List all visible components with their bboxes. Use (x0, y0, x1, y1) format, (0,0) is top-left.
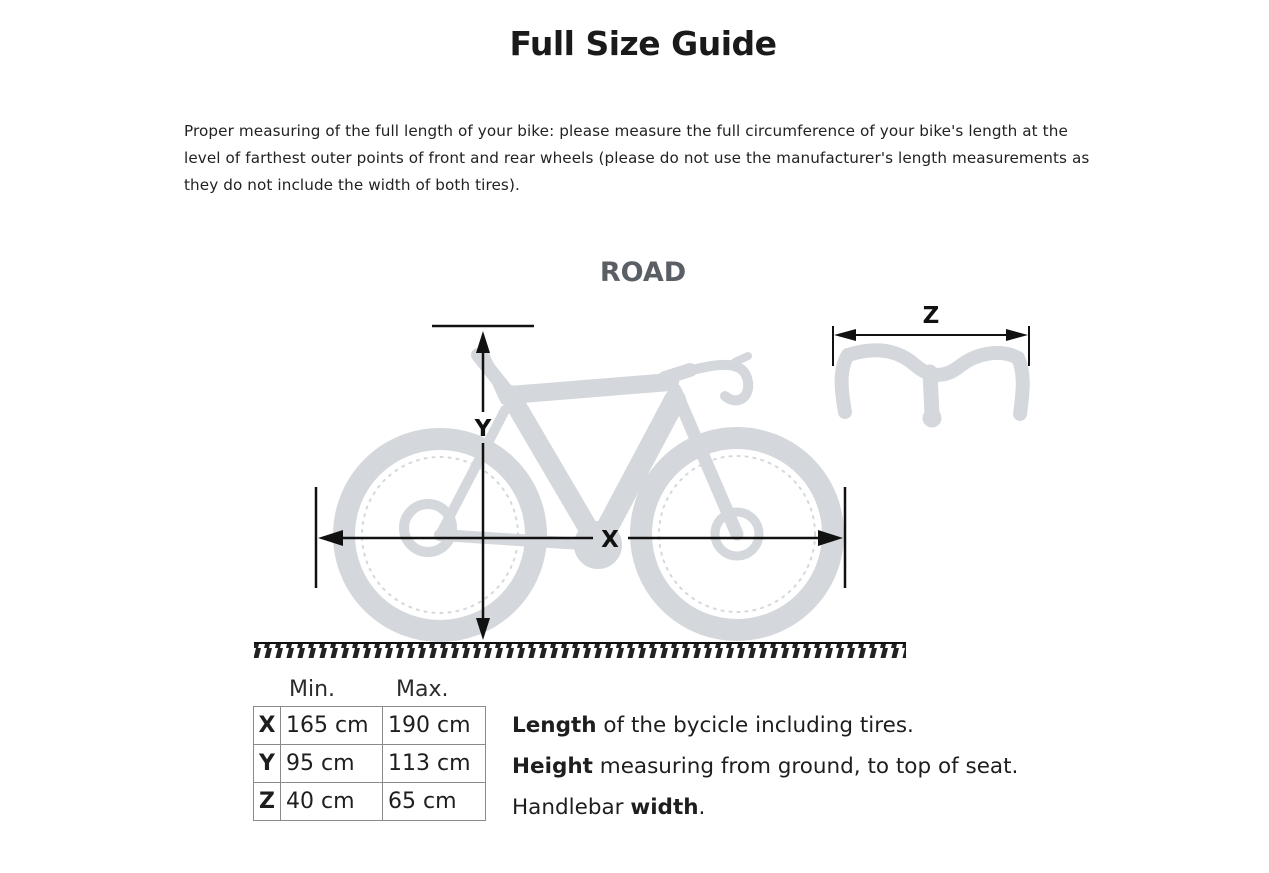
ground-hatch (254, 643, 906, 658)
diagram-heading: ROAD (599, 257, 687, 288)
row-min: 40 cm (281, 783, 383, 821)
label-x: X (601, 527, 619, 553)
description-text: of the bycicle including tires. (596, 713, 914, 738)
description-length (512, 713, 914, 738)
description-bold: width (630, 795, 699, 820)
label-z: Z (922, 303, 940, 329)
table-row (254, 707, 486, 745)
row-axis: Y (254, 745, 281, 783)
table-header-max: Max. (396, 677, 449, 702)
intro-paragraph: Proper measuring of the full length of your bike: please measure the full circumference of your bike's length at the level of farthest outer points of front and rear wheels (please do not use the manufacturer's length measurements as they do not include the width of both tires). (184, 122, 1090, 194)
table-row (254, 745, 486, 783)
description-bold: Length (512, 713, 597, 738)
row-max: 190 cm (383, 707, 486, 745)
description-bold: Height (512, 754, 593, 779)
description-height (512, 754, 1018, 779)
size-table (253, 706, 486, 821)
page-title: Full Size Guide (509, 24, 777, 63)
row-axis: Z (254, 783, 281, 821)
bike-silhouette (344, 352, 833, 631)
row-min: 165 cm (281, 707, 383, 745)
label-y: Y (474, 416, 492, 442)
row-max: 65 cm (383, 783, 486, 821)
table-header-min: Min. (289, 677, 336, 702)
description-width (512, 795, 705, 820)
row-axis: X (254, 707, 281, 745)
table-row (254, 783, 486, 821)
description-text: Handlebar (512, 795, 631, 820)
row-max: 113 cm (383, 745, 486, 783)
description-text: measuring from ground, to top of seat. (592, 754, 1019, 779)
handlebar-drawing (842, 350, 1023, 425)
description-text: . (698, 795, 706, 820)
row-min: 95 cm (281, 745, 383, 783)
